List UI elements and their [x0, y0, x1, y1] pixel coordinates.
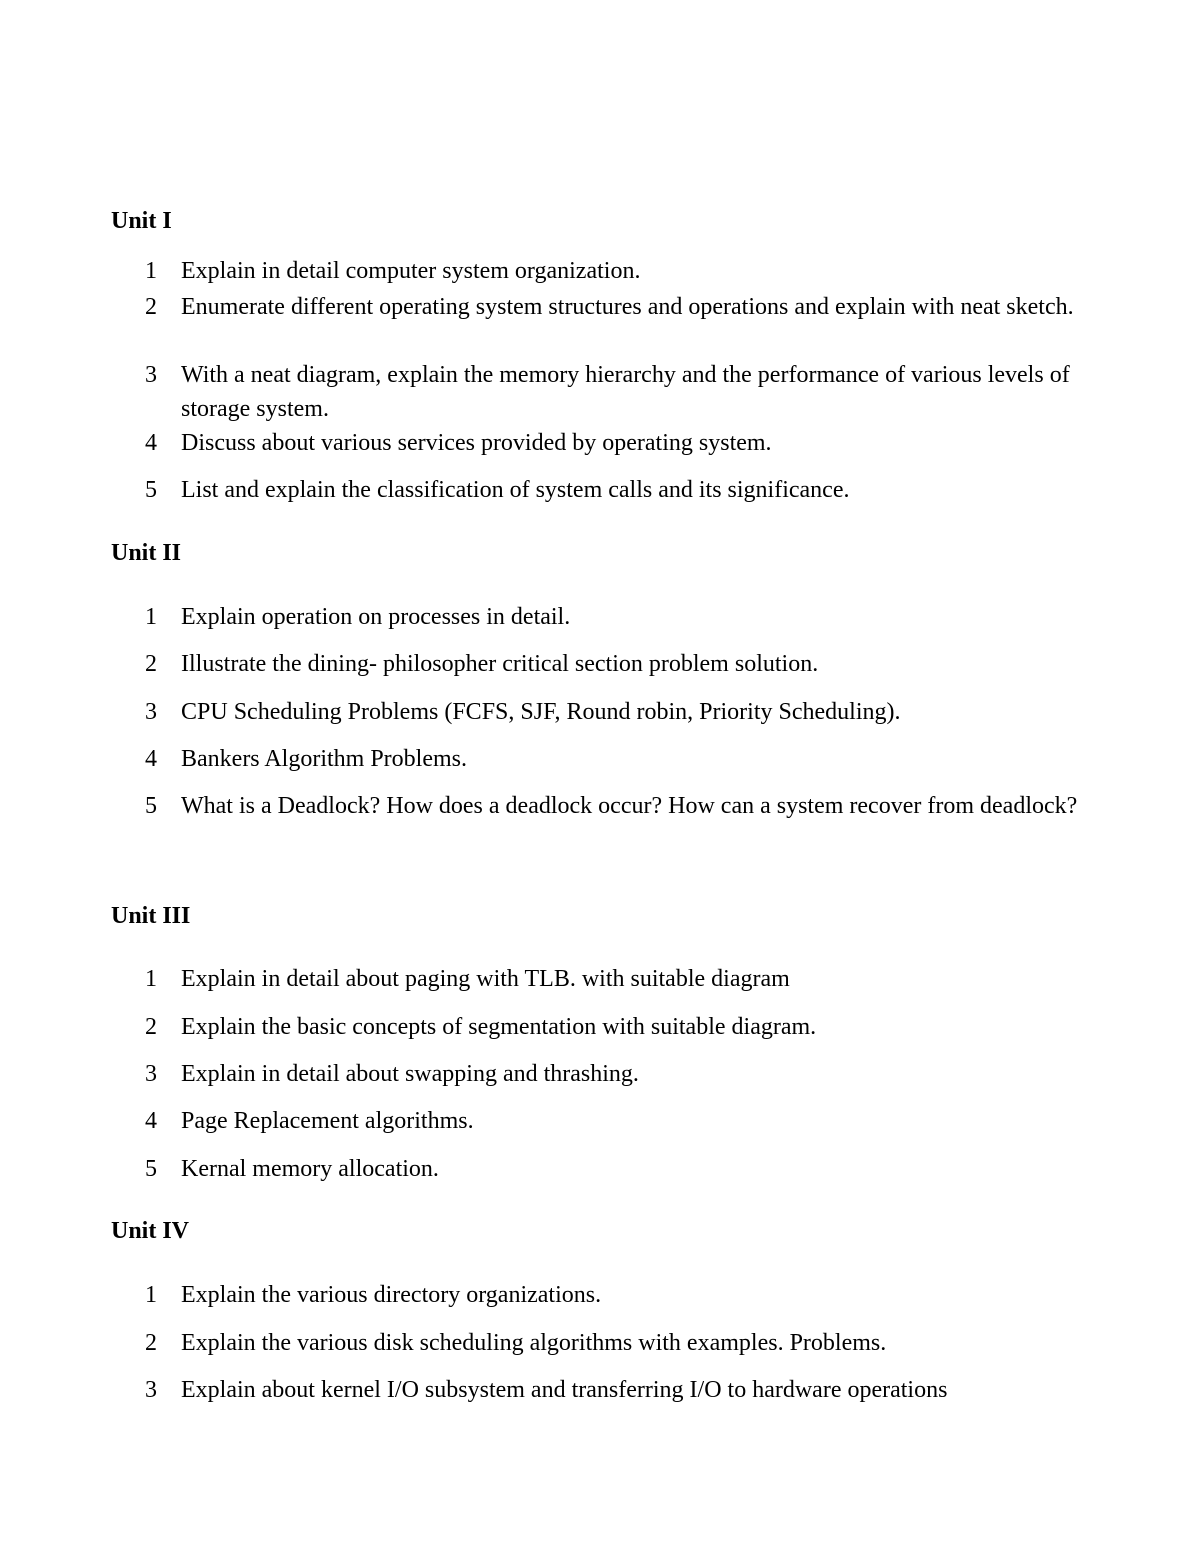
question-text: Explain about kernel I/O subsystem and transferring I/O to hardware operations	[181, 1377, 948, 1403]
question-text: Explain in detail about paging with TLB. with suitable diagram	[181, 966, 790, 992]
question-number: 2	[145, 1330, 157, 1356]
question-text: Kernal memory allocation.	[181, 1156, 439, 1182]
question-number: 4	[145, 1108, 157, 1134]
question-text: Explain in detail computer system organization.	[181, 258, 641, 284]
question-text: Discuss about various services provided by operating system.	[181, 430, 772, 456]
question-text: Explain the various directory organizations.	[181, 1282, 602, 1308]
question-number: 5	[145, 1156, 157, 1182]
question-text: Explain in detail about swapping and thrashing.	[181, 1061, 639, 1087]
question-number: 3	[145, 1061, 157, 1087]
question-text: Explain the various disk scheduling algorithms with examples. Problems.	[181, 1330, 887, 1356]
question-number: 4	[145, 746, 157, 772]
question-number: 2	[145, 1014, 157, 1040]
question-number: 2	[145, 294, 157, 320]
unit-2-heading: Unit II	[111, 540, 182, 566]
question-text: List and explain the classification of system calls and its significance.	[181, 477, 850, 503]
question-text: Explain the basic concepts of segmentation with suitable diagram.	[181, 1014, 817, 1040]
question-text: Bankers Algorithm Problems.	[181, 746, 467, 772]
unit-4-heading: Unit IV	[111, 1218, 190, 1244]
question-text: With a neat diagram, explain the memory hierarchy and the performance of various levels of storage system.	[181, 362, 1070, 422]
question-number: 1	[145, 258, 157, 284]
unit-1-heading: Unit I	[111, 208, 172, 234]
question-number: 3	[145, 362, 157, 388]
question-number: 1	[145, 966, 157, 992]
question-number: 1	[145, 604, 157, 630]
question-text: Explain operation on processes in detail.	[181, 604, 571, 630]
question-number: 5	[145, 477, 157, 503]
question-number: 3	[145, 1377, 157, 1403]
question-number: 5	[145, 793, 157, 819]
question-number: 4	[145, 430, 157, 456]
question-text: Enumerate different operating system structures and operations and explain with neat sketch.	[181, 294, 1074, 320]
question-text: Illustrate the dining- philosopher critical section problem solution.	[181, 651, 819, 677]
question-number: 2	[145, 651, 157, 677]
question-text: Page Replacement algorithms.	[181, 1108, 474, 1134]
question-number: 3	[145, 699, 157, 725]
question-text: CPU Scheduling Problems (FCFS, SJF, Round robin, Priority Scheduling).	[181, 699, 901, 725]
unit-3-heading: Unit III	[111, 903, 191, 929]
question-text: What is a Deadlock? How does a deadlock occur? How can a system recover from deadlock?	[181, 793, 1078, 819]
question-number: 1	[145, 1282, 157, 1308]
